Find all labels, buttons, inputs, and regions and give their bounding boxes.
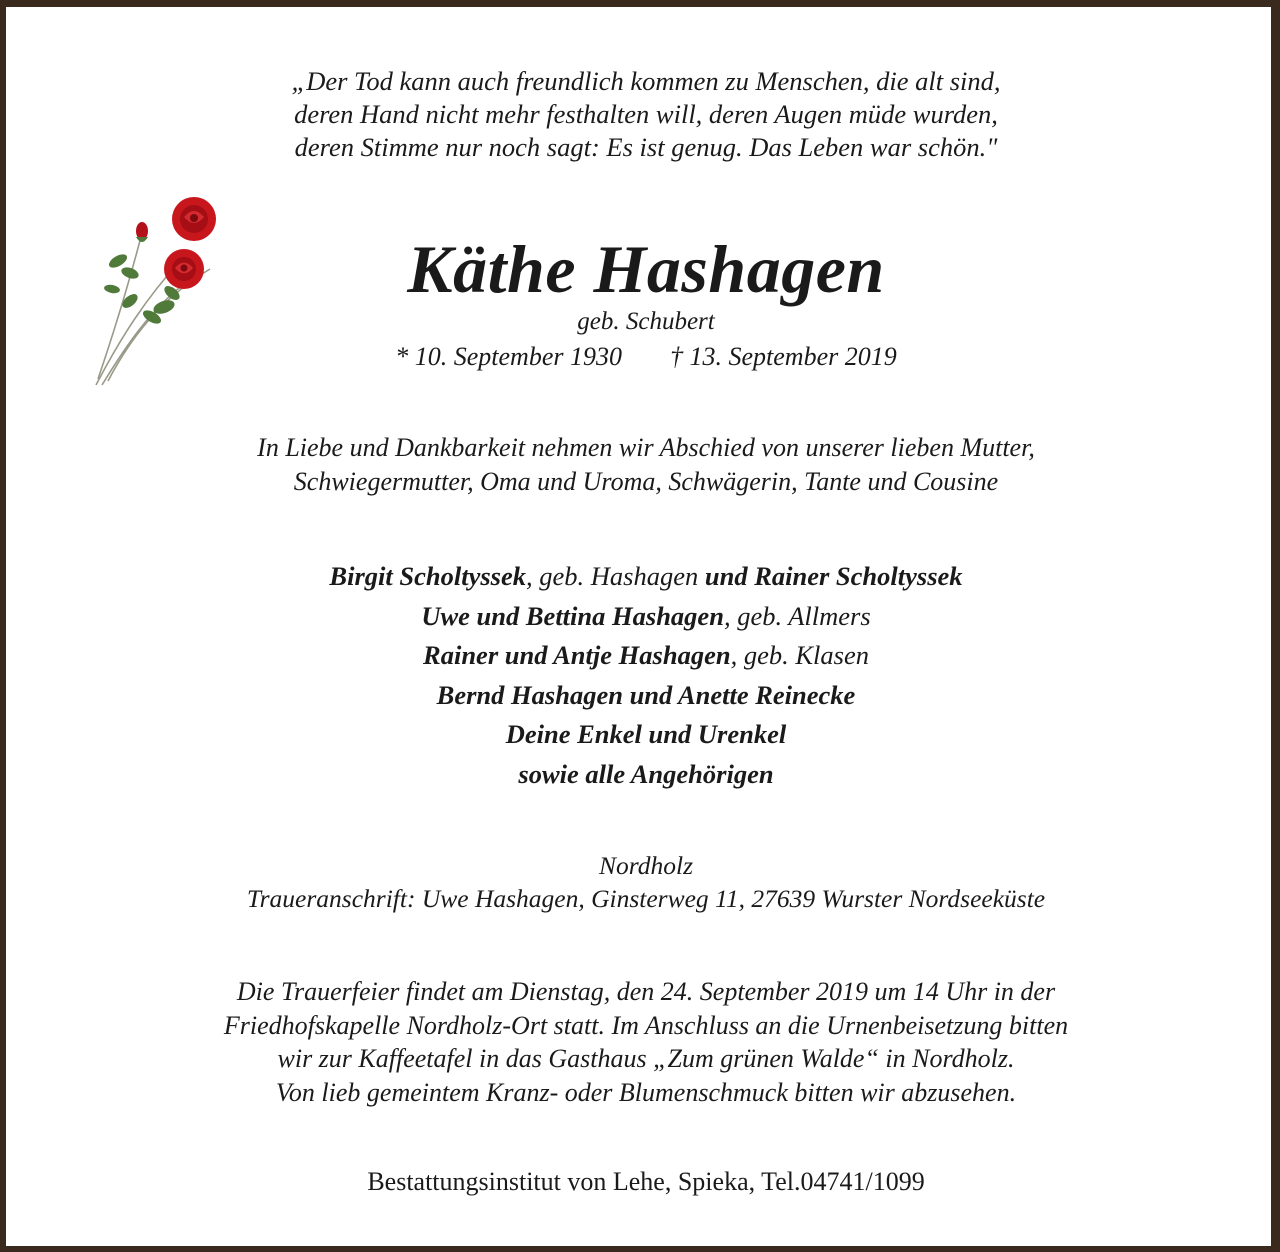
farewell-line: Schwiegermutter, Oma und Uroma, Schwägerin, Tante und Cousine — [293, 467, 999, 496]
funeral-line: Friedhofskapelle Nordholz-Ort statt. Im Anschluss an die Urnenbeisetzung bitten — [223, 1010, 1069, 1040]
quote-line: deren Stimme nur noch sagt: Es ist genug. Das Leben war schön." — [294, 132, 998, 162]
farewell-text — [6, 431, 1280, 499]
life-dates — [6, 341, 1280, 373]
birth-date: * 10. September 1930 — [395, 342, 622, 371]
mourner-line: Rainer und Antje Hashagen, geb. Klasen — [423, 640, 869, 670]
funeral-line: wir zur Kaffeetafel in das Gasthaus „Zum grünen Walde“ in Nordholz. — [277, 1044, 1015, 1073]
place-name: Nordholz — [599, 851, 693, 880]
mourner-line: Deine Enkel und Urenkel — [505, 719, 787, 749]
funeral-line: Die Trauerfeier findet am Dienstag, den 24. September 2019 um 14 Uhr in der — [236, 977, 1056, 1006]
maiden-name: geb. Schubert — [577, 308, 715, 335]
mourner-line: Bernd Hashagen und Anette Reinecke — [436, 679, 856, 710]
quote-line: deren Hand nicht mehr festhalten will, deren Augen müde wurden, — [294, 99, 998, 129]
address-line: Traueranschrift: Uwe Hashagen, Ginsterweg 11, 27639 Wurster Nordseeküste — [246, 884, 1046, 913]
undertaker-contact: Bestattungsinstitut von Lehe, Spieka, Tel.04741/1099 — [367, 1167, 925, 1196]
funeral-line: Von lieb gemeintem Kranz- oder Blumenschmuck bitten wir abzusehen. — [275, 1077, 1017, 1107]
mourner-line: Birgit Scholtyssek, geb. Hashagen und Rainer Scholtyssek — [329, 561, 963, 591]
quote-line: „Der Tod kann auch freundlich kommen zu Menschen, die alt sind, — [291, 66, 1001, 96]
mourner-line: sowie alle Angehörigen — [518, 758, 774, 789]
funeral-details — [6, 975, 1280, 1109]
mourners-list — [6, 557, 1280, 794]
mourning-address — [6, 849, 1280, 915]
death-date: † 13. September 2019 — [670, 342, 897, 371]
mourner-line: Uwe und Bettina Hashagen, geb. Allmers — [421, 600, 871, 631]
farewell-line: In Liebe und Dankbarkeit nehmen wir Abschied von unserer lieben Mutter, — [257, 433, 1035, 462]
deceased-name: Käthe Hashagen — [407, 231, 885, 307]
opening-quote — [6, 65, 1280, 164]
